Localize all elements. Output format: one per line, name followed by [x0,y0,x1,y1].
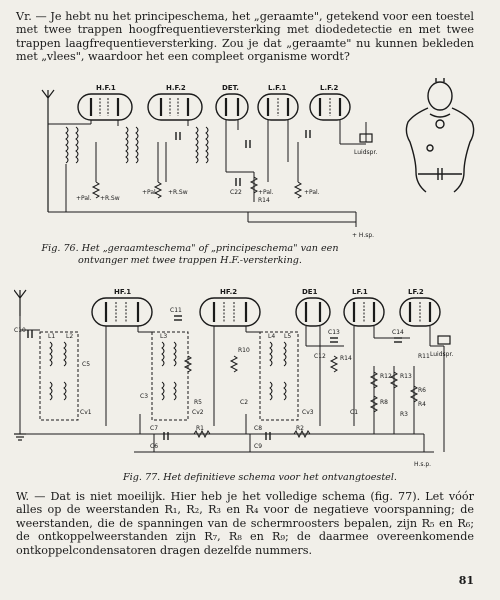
label-c9: C9 [254,443,263,450]
hsp-label-76: + H.sp. [352,232,375,239]
tube-label-hf1-77: HF.1 [114,288,132,296]
capacitors-77 [28,316,402,440]
label-cv2: Cv2 [192,409,204,416]
tube-det [216,84,248,120]
tube-label-det: DET. [222,84,239,92]
tube-lf1-77 [344,288,384,326]
supply-label-5: +Pal. [258,189,274,196]
label-r12: R12 [380,373,392,380]
antenna-symbol-77 [14,290,26,316]
tube-label-det-77: DE1 [302,288,318,296]
label-r8: R8 [380,399,388,406]
label-c3: C3 [140,393,149,400]
label-r5: R5 [194,399,202,406]
label-c8: C8 [254,425,263,432]
speaker-label: Vr. [16,10,32,23]
tube-lf2 [310,84,350,120]
tube-det-77 [296,288,330,326]
label-c11: C11 [170,307,182,314]
tube-hf1-77 [92,288,152,326]
label-c6: C6 [150,443,159,450]
wiring [48,120,366,227]
label-r6: R6 [418,387,426,394]
tube-hf1 [78,84,132,120]
label-c2: C2 [240,399,249,406]
tube-hf2-77 [200,288,260,326]
label-cv3: Cv3 [302,409,314,416]
label-r4: R4 [418,401,426,408]
intro-paragraph [16,10,474,64]
label-l5: L5 [284,333,292,340]
tube-label-lf2-77: LF.2 [408,288,424,296]
label-r11: R11 [418,353,430,360]
label-r1: R1 [196,425,204,432]
speaker-symbol-77 [438,336,450,344]
supply-label-3: +Pal. [142,189,158,196]
tube-lf2-77 [400,288,440,326]
figure-77-schematic [14,286,464,470]
tube-label-lf1: L.F.1 [268,84,287,92]
supply-label-4: +R.Sw [168,189,188,196]
label-c10: C10 [14,327,26,334]
label-l4: L4 [268,333,276,340]
label-r2: R2 [296,425,304,432]
hsp-label-77: H.s.p. [414,461,432,468]
tube-label-hf1: H.F.1 [96,84,116,92]
label-r14: R14 [340,355,352,362]
label-l2: L2 [66,333,74,340]
coil-units [40,332,298,420]
label-r10: R10 [238,347,250,354]
label-c7: C7 [150,425,159,432]
figure-76-caption: Fig. 76. Het „geraamteschema" of „principeschema" van een ontvanger met twee trappen H.F.-versterking. [41,243,339,266]
intro-text: — Je hebt nu het principeschema, het „geraamte", getekend voor een toestel met twee trappen hoogfrequentieversterking met diodedetectie en met twee trappen laagfrequentieversterking. Zou je dat „geraamte" nu kunnen bekleden met „vlees", waardoor het een compleet organisme wordt? [16,10,474,64]
supply-label-6: +Pal. [304,189,320,196]
tube-label-lf2: L.F.2 [320,84,339,92]
antenna-symbol [42,90,54,212]
label-c1: C1 [350,409,359,416]
answer-text: — Dat is niet moeilijk. Hier heb je het volledige schema (fig. 77). Let vóór alles op de weerstanden R₁, R₂, R₃ en R₄ voor de negatieve voorspanning; de weerstanden, die de spanningen van de schermroosters bepalen, zijn R₅ en R₆; de ontkoppelweerstanden zijn R₇, R₈ en R₉; de daarmee overeenkomende ontkoppelcondensatoren dragen dezelfde nummers. [16,490,474,557]
supply-label-1: +Pal. [76,195,92,202]
label-l1: L1 [48,333,56,340]
answer-paragraph [16,490,474,557]
figure-76-schematic [36,82,381,242]
label-c14: C14 [392,329,404,336]
label-c5: C5 [82,361,91,368]
ground-symbol [14,434,26,440]
label-c13: C13 [328,329,340,336]
tube-lf1 [258,84,298,120]
tube-label-lf1-77: LF.1 [352,288,368,296]
label-l3: L3 [160,333,168,340]
page-number: 81 [458,574,474,587]
component-c22: C22 [230,189,242,196]
tube-hf2 [148,84,202,120]
supply-label-2: +R.Sw [100,195,120,202]
component-r14: R14 [258,197,270,204]
label-cv1: Cv1 [80,409,92,416]
speaker-label-answer: W. [16,490,30,503]
label-r3: R3 [400,411,408,418]
speaker-label-76: Luidspr. [354,149,378,156]
speaker-label-77: Luidspr. [430,351,454,358]
organism-illustration [400,78,480,198]
tube-label-hf2-77: HF.2 [220,288,238,296]
label-r13: R13 [400,373,412,380]
wiring-77 [20,316,444,452]
figure-77-caption: Fig. 77. Het definitieve schema voor het ontvangtoestel. [123,472,397,483]
label-c12: C12 [314,353,326,360]
tube-label-hf2: H.F.2 [166,84,186,92]
